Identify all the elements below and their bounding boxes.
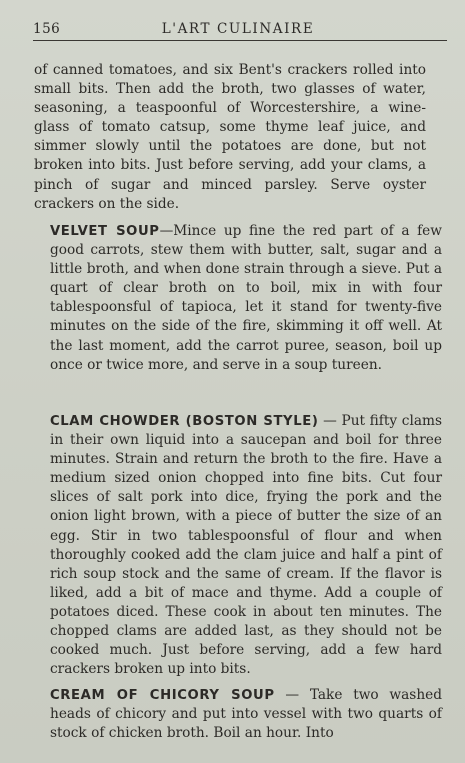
recipe-text: — Put fifty clams in their own liquid into a saucepan and boil for three minutes. Strain and return the broth to the fire. Have a medium sized onion chopped into fine bits. Cut four slices of salt pork into dice, frying the pork and the onion light brown, with a piece of butter the size of an egg. Stir in two tablespoonsful of flour and when thoroughly cooked add the clam juice and half a pint of rich soup stock and the same of cream. If the flavor is liked, add a bit of mace and thyme. Add a couple of potatoes diced. These cook in about ten minutes. The chopped clams are added last, as they should not be cooked much. Just before serving, add a few hard crackers broken up into bits. [50, 413, 442, 678]
page-number: 156 [33, 21, 61, 37]
recipe-text: — Take two washed heads of chicory and put into vessel with two quarts of stock of chicken broth. Boil an hour. Into [50, 687, 443, 742]
recipe-clam-chowder [34, 412, 442, 679]
recipe-velvet-soup [34, 222, 442, 375]
recipe-title: CLAM CHOWDER (BOSTON STYLE) [50, 414, 319, 429]
page-header [33, 18, 443, 40]
header-rule [33, 40, 447, 41]
paragraph-intro [34, 61, 426, 214]
recipe-title: CREAM OF CHICORY SOUP [50, 688, 275, 703]
paragraph-text: of canned tomatoes, and six Bent's crackers rolled into small bits. Then add the broth, two glasses of water, seasoning, a teaspoonful of Worcestershire, a wine-glass of tomato catsup, some thyme leaf juice, and simmer slowly until the potatoes are done, but not broken into bits. Just before serving, add your clams, a pinch of sugar and minced parsley. Serve oyster crackers on the side. [34, 62, 426, 212]
running-title: L'ART CULINAIRE [161, 21, 315, 37]
recipe-title: VELVET SOUP [50, 224, 160, 239]
recipe-cream-of-chicory-soup [34, 686, 442, 743]
recipe-text: —Mince up fine the red part of a few good carrots, stew them with butter, salt, sugar and a little broth, and when done strain through a sieve. Put a quart of clear broth on to boil, mix in with four tablespoonsful of tapioca, let it stand for twenty-five minutes on the side of the fire, skimming it off well. At the last moment, add the carrot puree, season, boil up once or twice more, and serve in a soup tureen. [50, 223, 442, 373]
